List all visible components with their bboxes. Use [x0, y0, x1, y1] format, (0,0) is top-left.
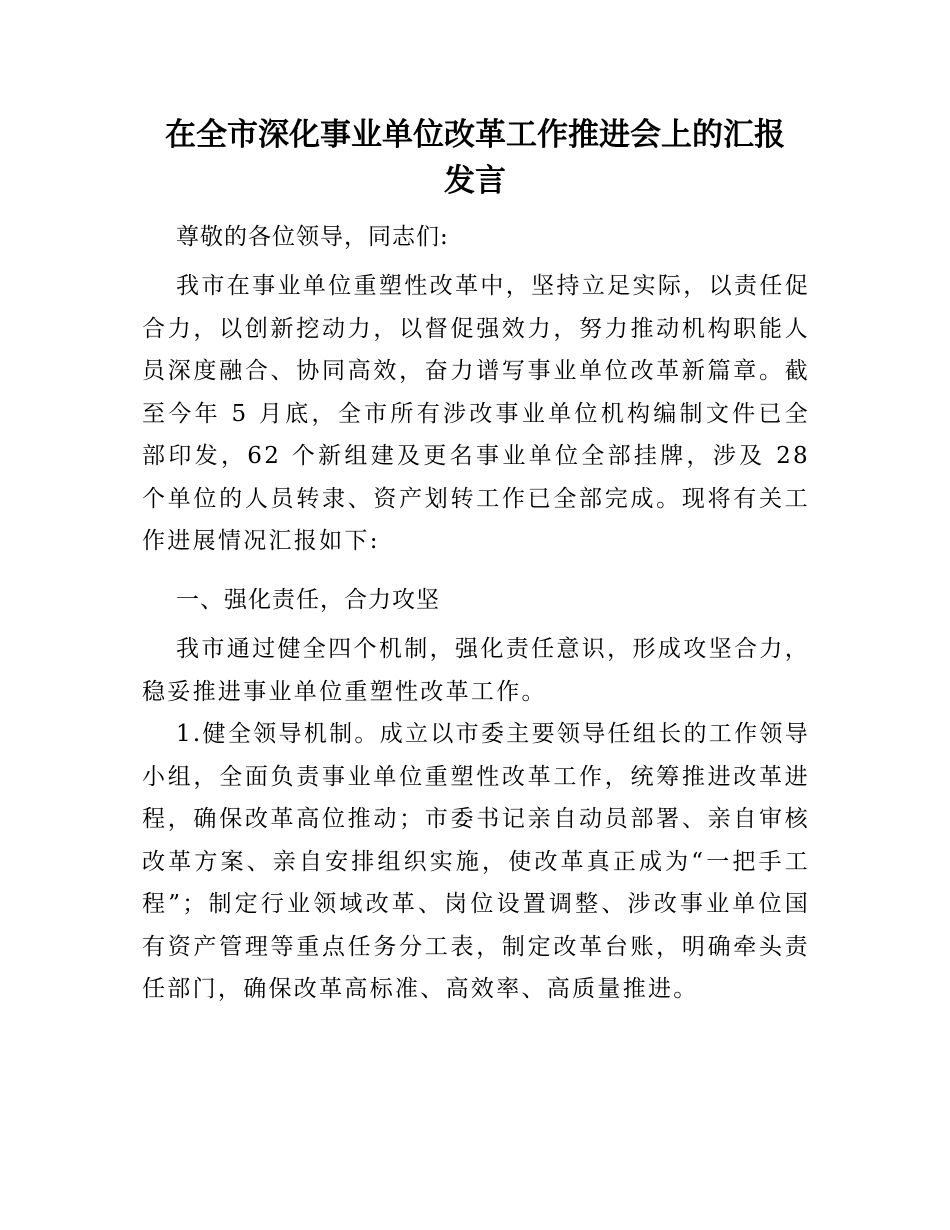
intro-paragraph: 我市在事业单位重塑性改革中，坚持立足实际，以责任促合力，以创新挖动力，以督促强效力，努力推动机构职能人员深度融合、协同高效，奋力谱写事业单位改革新篇章。截至今年 5 月底，全市所有涉改事业单位机构编制文件已全部印发，62 个新组建及更名事业单位全部挂牌，涉及 28 个单位的人员转隶、资产划转工作已全部完成。现将有关工作进展情况汇报如下:	[142, 273, 810, 554]
item-1-paragraph: 1.健全领导机制。成立以市委主要领导任组长的工作领导小组，全面负责事业单位重塑性改革工作，统筹推进改革进程，确保改革高位推动；市委书记亲自动员部署、亲自审核改革方案、亲自安排组织实施，使改革真正成为“一把手工程”；制定行业领域改革、岗位设置调整、涉改事业单位国有资产管理等重点任务分工表，制定改革台账，明确牵头责任部门，确保改革高标准、高效率、高质量推进。	[142, 721, 810, 1002]
salutation: 尊敬的各位领导，同志们:	[176, 224, 449, 250]
document-title-line-1: 在全市深化事业单位改革工作推进会上的汇报	[165, 117, 785, 153]
section-1-paragraph: 我市通过健全四个机制，强化责任意识，形成攻坚合力，稳妥推进事业单位重塑性改革工作。	[142, 636, 810, 705]
document-title-line-2: 发言	[444, 163, 506, 199]
section-1-heading: 一、强化责任，合力攻坚	[176, 587, 440, 613]
